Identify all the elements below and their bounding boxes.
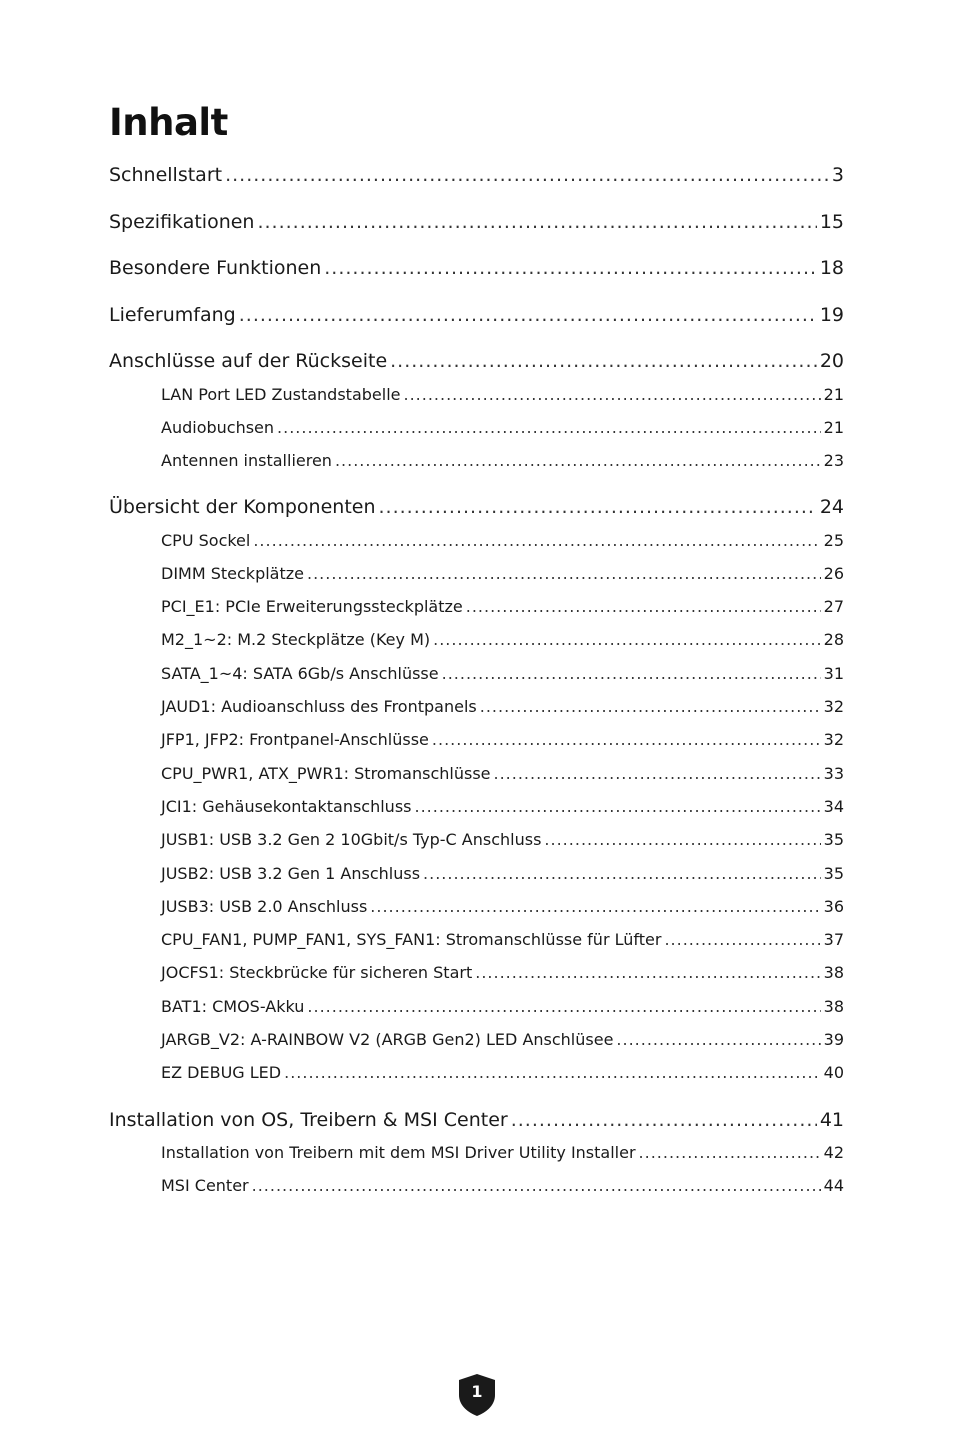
toc-dot-leader [544, 828, 820, 852]
toc-entry-label: M2_1~2: M.2 Steckplätze (Key M) [161, 630, 431, 649]
toc-subentry[interactable] [161, 1061, 844, 1085]
toc-entry-label: Installation von OS, Treibern & MSI Center [109, 1109, 508, 1131]
toc-entry-page: 39 [823, 1030, 844, 1049]
toc-entry-label: CPU_FAN1, PUMP_FAN1, SYS_FAN1: Stromanschlüsse für Lüfter [161, 930, 662, 949]
toc-entry[interactable] [109, 347, 844, 375]
toc-dot-leader [307, 562, 821, 586]
toc-entry-page: 18 [819, 257, 844, 279]
toc-entry-label: JUSB2: USB 3.2 Gen 1 Anschluss [161, 864, 421, 883]
toc-entry-page: 20 [819, 350, 844, 372]
toc-subentry[interactable] [161, 628, 844, 652]
toc-dot-leader [432, 728, 821, 752]
toc-entry-label: LAN Port LED Zustandstabelle [161, 385, 401, 404]
toc-entry-label: PCI_E1: PCIe Erweiterungssteckplätze [161, 597, 463, 616]
toc-entry-page: 36 [823, 897, 844, 916]
toc-subentry[interactable] [161, 762, 844, 786]
toc-entry-page: 26 [823, 564, 844, 583]
toc-entry-label: CPU_PWR1, ATX_PWR1: Stromanschlüsse [161, 764, 491, 783]
toc-dot-leader [480, 695, 821, 719]
toc-entry-label: JFP1, JFP2: Frontpanel-Anschlüsse [161, 730, 429, 749]
toc-entry-label: JAUD1: Audioanschluss des Frontpanels [161, 697, 477, 716]
toc-entry-page: 28 [823, 630, 844, 649]
toc-entry-page: 23 [823, 451, 844, 470]
toc-entry-page: 32 [823, 697, 844, 716]
toc-entry-page: 42 [823, 1143, 844, 1162]
toc-subentry[interactable] [161, 895, 844, 919]
toc-dot-leader [442, 662, 821, 686]
toc-entry-label: JUSB3: USB 2.0 Anschluss [161, 897, 368, 916]
toc-dot-leader [475, 961, 820, 985]
toc-entry[interactable] [109, 161, 844, 189]
toc-entry-page: 33 [823, 764, 844, 783]
toc-entry-label: JUSB1: USB 3.2 Gen 2 10Gbit/s Typ-C Anschluss [161, 830, 542, 849]
toc-entry[interactable] [109, 1106, 844, 1134]
toc-dot-leader [494, 762, 821, 786]
toc-dot-leader [415, 795, 821, 819]
toc-dot-leader [253, 529, 820, 553]
toc-subentry[interactable] [161, 995, 844, 1019]
toc-entry[interactable] [109, 301, 844, 329]
toc-subentry[interactable] [161, 662, 844, 686]
toc-subentry[interactable] [161, 795, 844, 819]
toc-entry[interactable] [109, 493, 844, 521]
toc-entry-label: JOCFS1: Steckbrücke für sicheren Start [161, 963, 473, 982]
toc-subentry[interactable] [161, 695, 844, 719]
toc-subentry[interactable] [161, 595, 844, 619]
toc-entry-page: 31 [823, 664, 844, 683]
toc-subentry[interactable] [161, 562, 844, 586]
toc-entry-label: MSI Center [161, 1176, 249, 1195]
toc-dot-leader [379, 493, 817, 521]
toc-subentry[interactable] [161, 1174, 844, 1198]
toc-dot-leader [252, 1174, 821, 1198]
toc-entry-page: 38 [823, 963, 844, 982]
toc-dot-leader [390, 347, 817, 375]
toc-entry-page: 24 [819, 496, 844, 518]
toc-dot-leader [307, 995, 820, 1019]
toc-entry-page: 25 [823, 531, 844, 550]
toc-dot-leader [277, 416, 821, 440]
toc-entry-label: Installation von Treibern mit dem MSI Driver Utility Installer [161, 1143, 636, 1162]
toc-entry-label: CPU Sockel [161, 531, 251, 550]
toc-entry[interactable] [109, 208, 844, 236]
toc-dot-leader [284, 1061, 821, 1085]
toc-entry-page: 3 [831, 164, 844, 186]
toc-dot-leader [664, 928, 820, 952]
toc-entry-page: 41 [819, 1109, 844, 1131]
toc-entry-page: 21 [823, 418, 844, 437]
toc-dot-leader [239, 301, 817, 329]
toc-subentry[interactable] [161, 961, 844, 985]
toc-entry-page: 15 [819, 211, 844, 233]
toc-entry-label: SATA_1~4: SATA 6Gb/s Anschlüsse [161, 664, 439, 683]
toc-entry-page: 44 [823, 1176, 844, 1195]
page-title: Inhalt [109, 101, 228, 144]
toc-entry-label: Antennen installieren [161, 451, 332, 470]
toc-dot-leader [423, 862, 821, 886]
toc-subentry[interactable] [161, 449, 844, 473]
toc-dot-leader [433, 628, 821, 652]
page-number-badge [458, 1373, 496, 1417]
toc-dot-leader [403, 383, 820, 407]
toc-subentry[interactable] [161, 1028, 844, 1052]
toc-subentry[interactable] [161, 728, 844, 752]
toc-entry-page: 35 [823, 830, 844, 849]
toc-subentry[interactable] [161, 1141, 844, 1165]
toc-dot-leader [335, 449, 821, 473]
toc-entry-page: 35 [823, 864, 844, 883]
toc-subentry[interactable] [161, 416, 844, 440]
toc-dot-leader [511, 1106, 817, 1134]
toc-entry-page: 27 [823, 597, 844, 616]
toc-subentry[interactable] [161, 529, 844, 553]
toc-subentry[interactable] [161, 828, 844, 852]
toc-entry-label: Audiobuchsen [161, 418, 275, 437]
toc-entry-label: Lieferumfang [109, 304, 236, 326]
toc-entry-label: Anschlüsse auf der Rückseite [109, 350, 388, 372]
toc-entry-label: JARGB_V2: A-RAINBOW V2 (ARGB Gen2) LED Anschlüsee [161, 1030, 614, 1049]
toc-dot-leader [225, 161, 829, 189]
toc-entry-label: BAT1: CMOS-Akku [161, 997, 305, 1016]
toc-subentry[interactable] [161, 928, 844, 952]
toc-entry-label: Spezifikationen [109, 211, 255, 233]
toc-dot-leader [324, 254, 817, 282]
toc-entry-label: Besondere Funktionen [109, 257, 322, 279]
toc-entry-label: Übersicht der Komponenten [109, 496, 376, 518]
toc-entry-page: 21 [823, 385, 844, 404]
toc-entry-page: 32 [823, 730, 844, 749]
toc-dot-leader [639, 1141, 821, 1165]
toc-dot-leader [616, 1028, 820, 1052]
toc-entry-label: DIMM Steckplätze [161, 564, 304, 583]
toc-entry-page: 38 [823, 997, 844, 1016]
toc-entry-page: 19 [819, 304, 844, 326]
toc-entry-page: 37 [823, 930, 844, 949]
toc-entry-page: 40 [823, 1063, 844, 1082]
toc-entry-label: Schnellstart [109, 164, 223, 186]
toc-entry-label: JCI1: Gehäusekontaktanschluss [161, 797, 412, 816]
toc-entry-page: 34 [823, 797, 844, 816]
toc-subentry[interactable] [161, 383, 844, 407]
toc-dot-leader [370, 895, 820, 919]
page-number: 1 [471, 1382, 483, 1401]
toc-entry-label: EZ DEBUG LED [161, 1063, 282, 1082]
toc-dot-leader [257, 208, 816, 236]
toc-dot-leader [466, 595, 821, 619]
toc-subentry[interactable] [161, 862, 844, 886]
toc-entry[interactable] [109, 254, 844, 282]
